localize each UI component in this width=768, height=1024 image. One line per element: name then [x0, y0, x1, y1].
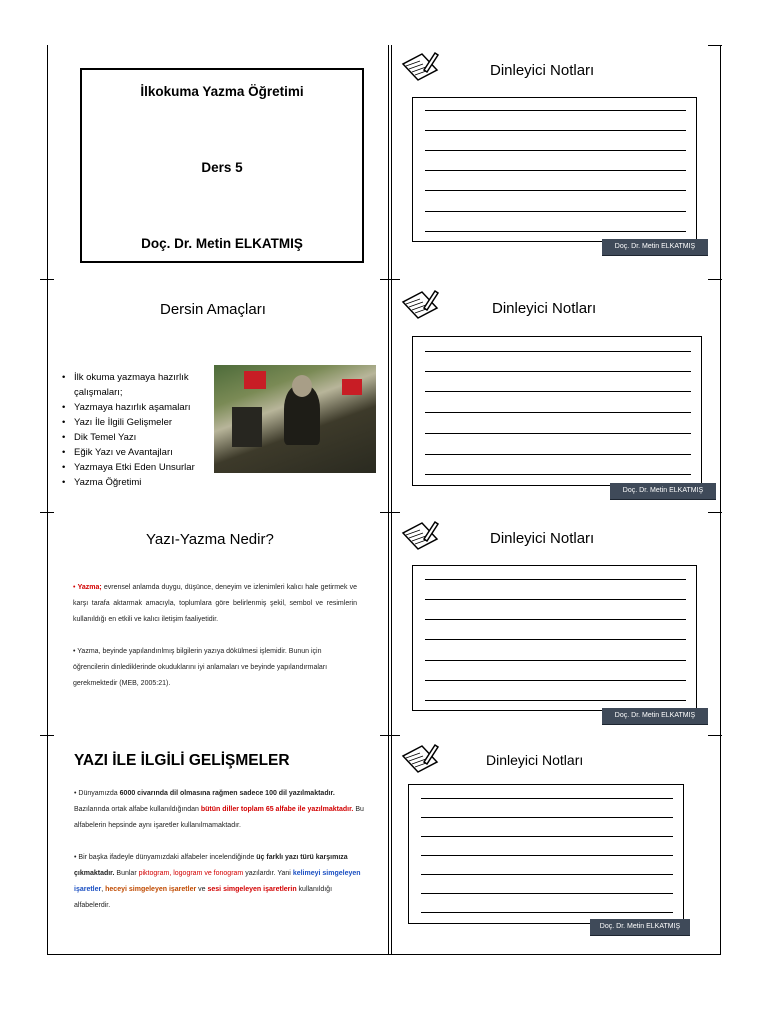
tick: [40, 279, 54, 280]
definition-paragraph-1: • Yazma; evrensel anlamda duygu, düşünce, deneyim ve izlenimleri kalıcı hale getirmek ve karşı tarafa aktarmak amacıyla, toplumlara göre belirlenmiş şekil, sembol ve resimlerin kullanıldığı en etkili ve kalıcı iletişim faaliyetidir.: [73, 584, 357, 623]
definition-paragraph-2: • Yazma, beyinde yapılandırılmış bilgilerin yazıya dökülmesi işlemidir. Bunun için öğrencilerin dinlediklerinde okuduklarını iyi anlamaları ve beyinde yapılandırmaları gerekmektedir (MEB, 2005:21).: [73, 648, 328, 687]
historic-photo: [214, 365, 376, 473]
pencil-note-icon: [400, 50, 440, 84]
developments-title: YAZI İLE İLGİLİ GELİŞMELER: [74, 752, 290, 769]
tick: [40, 512, 54, 513]
pencil-note-icon: [400, 288, 440, 322]
tick: [40, 735, 54, 736]
author-badge: Doç. Dr. Metin ELKATMIŞ: [602, 239, 708, 256]
tick: [380, 735, 400, 736]
divider-center-left: [388, 45, 389, 955]
divider-center-right: [391, 45, 392, 955]
notes-box: [412, 97, 697, 242]
objectives-list: [62, 370, 212, 490]
tick: [708, 45, 722, 46]
tick: [708, 735, 722, 736]
tick: [380, 512, 400, 513]
notes-title: Dinleyici Notları: [492, 300, 597, 317]
tick: [708, 279, 722, 280]
list-item: • Yazmaya hazırlık aşamaları: [62, 400, 212, 415]
pencil-note-icon: [400, 742, 440, 776]
notes-box: [412, 565, 697, 711]
divider-bottom: [47, 954, 721, 955]
lesson-number: Ders 5: [201, 160, 243, 175]
course-title: İlkokuma Yazma Öğretimi: [140, 84, 304, 99]
tick: [380, 279, 400, 280]
pencil-note-icon: [400, 519, 440, 553]
list-item: • Yazı İle İlgili Gelişmeler: [62, 415, 212, 430]
notes-title: Dinleyici Notları: [486, 752, 584, 768]
list-item: • Yazmaya Etki Eden Unsurlar: [62, 460, 212, 475]
list-item: • Yazma Öğretimi: [62, 475, 212, 490]
author-badge: Doç. Dr. Metin ELKATMIŞ: [590, 919, 690, 936]
divider-left: [47, 45, 48, 955]
list-item: • Eğik Yazı ve Avantajları: [62, 445, 212, 460]
developments-bullet-1: • Dünyamızda 6000 civarında dil olmasına rağmen sadece 100 dil yazılmaktadır. Bazılarında ortak alfabe kullanıldığından bütün diller toplam 65 alfabe ile yazılmaktadır. Bu alfabelerin hepsinde aynı işaretler kullanılmamaktadır.: [74, 790, 364, 829]
author-badge: Doç. Dr. Metin ELKATMIŞ: [602, 708, 708, 725]
notes-title: Dinleyici Notları: [490, 530, 595, 547]
tick: [708, 512, 722, 513]
author-name: Doç. Dr. Metin ELKATMIŞ: [141, 236, 303, 251]
author-badge: Doç. Dr. Metin ELKATMIŞ: [610, 483, 716, 500]
title-slide-box: [80, 68, 364, 263]
list-item: • İlk okuma yazmaya hazırlık çalışmaları;: [62, 370, 212, 400]
notes-title: Dinleyici Notları: [490, 62, 595, 79]
developments-bullet-2: • Bir başka ifadeyle dünyamızdaki alfabeler incelendiğinde üç farklı yazı türü karşımıza çıkmaktadır. Bunlar piktogram, logogram ve fonogram yazılardır. Yani kelimeyi simgeleyen işaretler, heceyi simgeleyen işaretler ve sesi simgeleyen işaretlerin kullanıldığı alfabelerdir.: [74, 854, 361, 909]
list-item: • Dik Temel Yazı: [62, 430, 212, 445]
divider-right: [720, 45, 721, 955]
definition-title: Yazı-Yazma Nedir?: [146, 531, 274, 548]
notes-box: [408, 784, 684, 924]
objectives-title: Dersin Amaçları: [160, 301, 266, 318]
notes-box: [412, 336, 702, 486]
